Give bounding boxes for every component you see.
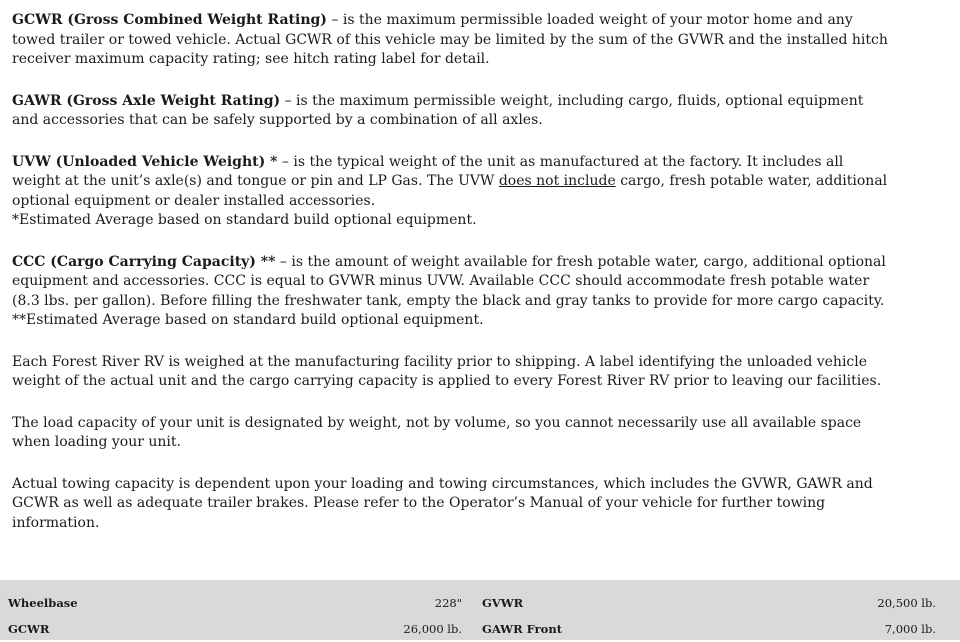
ccc-term: CCC (Cargo Carrying Capacity) **: [12, 253, 276, 270]
spec-label-gawr-front: GAWR Front: [482, 622, 563, 636]
gcwr-line-1: [12, 11, 952, 31]
uvw-paragraph: [12, 153, 952, 231]
uvw-line-2: [12, 172, 952, 192]
gawr-text-1: – is the maximum permissible weight, including cargo, fluids, optional equipment: [280, 92, 864, 109]
gawr-paragraph: [12, 92, 952, 131]
weighed-paragraph: [12, 353, 952, 392]
uvw-text-1: – is the typical weight of the unit as manufactured at the factory. It includes all: [277, 153, 844, 170]
spec-value-gvwr: 20,500 lb.: [877, 596, 936, 610]
weight-definitions-document: [12, 11, 952, 555]
spec-label-gcwr: GCWR: [8, 622, 50, 636]
load-capacity-paragraph: [12, 414, 952, 453]
weighed-line-1: Each Forest River RV is weighed at the manufacturing facility prior to shipping. A label identifying the unloaded vehicle: [12, 353, 868, 370]
towing-line-2: GCWR as well as adequate trailer brakes. Please refer to the Operator’s Manual of your vehicle for further towing: [12, 495, 826, 511]
spec-label-wheelbase: Wheelbase: [8, 596, 78, 610]
gawr-line-2: and accessories that can be safely supported by a combination of all axles.: [12, 112, 543, 128]
uvw-line-1: [12, 153, 952, 173]
gcwr-line-2: towed trailer or towed vehicle. Actual GCWR of this vehicle may be limited by the sum of the GVWR and the installed hitch: [12, 31, 888, 48]
ccc-footnote: **Estimated Average based on standard build optional equipment.: [12, 312, 484, 328]
gcwr-paragraph: [12, 11, 952, 70]
uvw-footnote: *Estimated Average based on standard build optional equipment.: [12, 212, 477, 228]
does-not-include-underlined: does not include: [498, 173, 616, 189]
gcwr-line-3: receiver maximum capacity rating; see hitch rating label for detail.: [12, 51, 490, 67]
ccc-line-1: [12, 253, 952, 273]
towing-paragraph: [12, 475, 952, 534]
spec-row: [0, 622, 960, 642]
spec-value-gawr-front: 7,000 lb.: [884, 622, 936, 636]
ccc-text-1: – is the amount of weight available for fresh potable water, cargo, additional optional: [275, 253, 886, 270]
ccc-line-2: equipment and accessories. CCC is equal to GVWR minus UVW. Available CCC should accommodate fresh potable water: [12, 273, 870, 289]
uvw-text-2a: weight at the unit’s axle(s) and tongue or pin and LP Gas. The UVW: [12, 173, 499, 189]
spec-label-gvwr: GVWR: [482, 596, 524, 610]
uvw-term: UVW (Unloaded Vehicle Weight) *: [12, 153, 278, 170]
spec-row: [0, 596, 960, 616]
load-line-2: when loading your unit.: [12, 434, 181, 450]
uvw-text-2b: cargo, fresh potable water, additional: [615, 173, 888, 189]
gcwr-term: GCWR (Gross Combined Weight Rating): [12, 12, 327, 28]
towing-line-3: information.: [12, 514, 100, 531]
towing-line-1: Actual towing capacity is dependent upon your loading and towing circumstances, which includes the GVWR, GAWR and: [12, 475, 873, 492]
gcwr-text-1: – is the maximum permissible loaded weight of your motor home and any: [326, 12, 853, 28]
spec-value-gcwr: 26,000 lb.: [403, 622, 462, 636]
specifications-table: [0, 580, 960, 640]
gawr-line-1: [12, 92, 952, 112]
spec-value-wheelbase: 228": [434, 596, 462, 610]
load-line-1: The load capacity of your unit is designated by weight, not by volume, so you cannot necessarily use all available space: [12, 414, 862, 431]
ccc-paragraph: [12, 253, 952, 331]
gawr-term: GAWR (Gross Axle Weight Rating): [12, 92, 281, 109]
weighed-line-2: weight of the actual unit and the cargo carrying capacity is applied to every Forest River RV prior to leaving our facilities.: [12, 373, 882, 389]
uvw-line-3: optional equipment or dealer installed accessories.: [12, 192, 376, 209]
ccc-line-3: (8.3 lbs. per gallon). Before filling the freshwater tank, empty the black and gray tanks to provide for more cargo capacity.: [12, 292, 885, 309]
